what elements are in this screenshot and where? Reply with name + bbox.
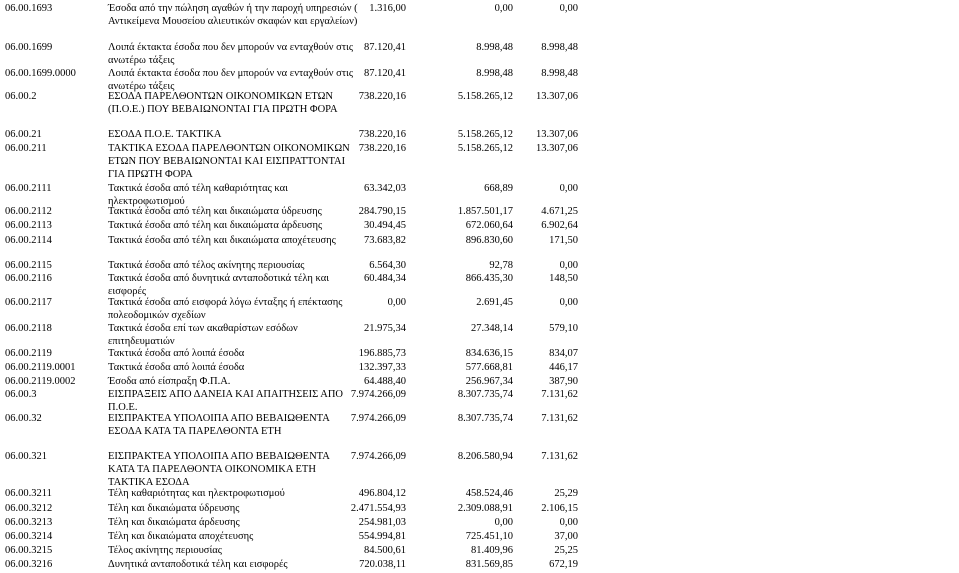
amount-col-2: 0,00 (494, 3, 513, 14)
amount-col-3: 25,29 (554, 488, 578, 499)
amount-col-3: 25,25 (554, 545, 578, 556)
account-description: ΕΣΟΔΑ Π.Ο.Ε. ΤΑΚΤΙΚΑ (108, 129, 222, 140)
amount-col-1: 60.484,34 (364, 273, 406, 284)
amount-col-1: 254.981,03 (358, 517, 406, 528)
amount-col-1: 738.220,16 (358, 129, 406, 140)
account-description: Τακτικά έσοδα από λοιπά έσοδα (108, 348, 245, 359)
amount-col-1: 87.120,41 (364, 68, 406, 79)
amount-col-2: 256.967,34 (465, 376, 513, 387)
amount-col-2: 866.435,30 (465, 273, 513, 284)
account-code: 06.00.3214 (5, 531, 53, 542)
amount-col-2: 458.524,46 (465, 488, 513, 499)
amount-col-1: 496.804,12 (358, 488, 406, 499)
amount-col-2: 8.307.735,74 (457, 413, 513, 424)
amount-col-2: 8.998,48 (476, 42, 513, 53)
account-description: ΤΑΚΤΙΚΑ ΕΣΟΔΑ ΠΑΡΕΛΘΟΝΤΩΝ ΟΙΚΟΝΟΜΙΚΩΝ ΕΤΩΝ ΠΟΥ ΒΕΒΑΙΩΝΟΝΤΑΙ ΚΑΙ ΕΙΣΠΡΑΤΤΟΝΤΑΙ ΓΙΑ ΠΡΩΤΗ ΦΟΡΑ (108, 143, 350, 180)
amount-col-1: 554.994,81 (358, 531, 406, 542)
amount-col-2: 92,78 (489, 260, 513, 271)
account-code: 06.00.2119 (5, 348, 52, 359)
account-code: 06.00.2119.0001 (5, 362, 76, 373)
amount-col-2: 668,89 (484, 183, 513, 194)
account-code: 06.00.2115 (5, 260, 52, 271)
account-description: Τέλη και δικαιώματα αποχέτευσης (108, 531, 254, 542)
amount-col-1: 720.038,11 (359, 559, 406, 570)
account-description: Λοιπά έκτακτα έσοδα που δεν μπορούν να ενταχθούν στις ανωτέρω τάξεις (108, 42, 354, 66)
amount-col-2: 831.569,85 (465, 559, 513, 570)
account-description: Τακτικά έσοδα από τέλος ακίνητης περιουσίας (108, 260, 305, 271)
account-description: Τακτικά έσοδα από τέλη και δικαιώματα αποχέτευσης (108, 235, 336, 246)
amount-col-3: 387,90 (549, 376, 578, 387)
account-description: Έσοδα από είσπραξη Φ.Π.Α. (108, 376, 231, 387)
account-description: Τακτικά έσοδα επί των ακαθαρίστων εσόδων επιτηδευματιών (108, 323, 298, 347)
amount-col-2: 2.309.088,91 (457, 503, 513, 514)
account-code: 06.00.3216 (5, 559, 53, 570)
amount-col-1: 7.974.266,09 (350, 413, 406, 424)
account-description: Τέλος ακίνητης περιουσίας (108, 545, 222, 556)
amount-col-1: 84.500,61 (364, 545, 406, 556)
amount-col-1: 30.494,45 (364, 220, 406, 231)
amount-col-2: 577.668,81 (465, 362, 513, 373)
account-code: 06.00.2114 (5, 235, 52, 246)
amount-col-3: 7.131,62 (541, 451, 578, 462)
amount-col-2: 8.307.735,74 (457, 389, 513, 400)
account-description: ΕΣΟΔΑ ΠΑΡΕΛΘΟΝΤΩΝ ΟΙΚΟΝΟΜΙΚΩΝ ΕΤΩΝ (Π.Ο.Ε.) ΠΟΥ ΒΕΒΑΙΩΝΟΝΤΑΙ ΓΙΑ ΠΡΩΤΗ ΦΟΡΑ (108, 91, 338, 115)
account-code: 06.00.32 (5, 413, 42, 424)
amount-col-1: 0,00 (387, 297, 406, 308)
amount-col-2: 5.158.265,12 (457, 129, 513, 140)
account-code: 06.00.21 (5, 129, 42, 140)
account-code: 06.00.2119.0002 (5, 376, 76, 387)
amount-col-1: 87.120,41 (364, 42, 406, 53)
amount-col-1: 196.885,73 (358, 348, 406, 359)
amount-col-2: 834.636,15 (465, 348, 513, 359)
account-description: Τέλη και δικαιώματα άρδευσης (108, 517, 240, 528)
amount-col-3: 0,00 (559, 183, 578, 194)
account-code: 06.00.2117 (5, 297, 52, 308)
amount-col-2: 81.409,96 (471, 545, 513, 556)
amount-col-2: 8.206.580,94 (457, 451, 513, 462)
amount-col-1: 64.488,40 (364, 376, 406, 387)
amount-col-3: 6.902,64 (541, 220, 578, 231)
amount-col-3: 8.998,48 (541, 42, 578, 53)
amount-col-3: 446,17 (549, 362, 578, 373)
account-description: Τακτικά έσοδα από δυνητικά ανταποδοτικά τέλη και εισφορές (108, 273, 330, 297)
amount-col-1: 7.974.266,09 (350, 451, 406, 462)
account-description: Τακτικά έσοδα από τέλη καθαριότητας και ηλεκτροφωτισμού (108, 183, 288, 207)
account-description: Τακτικά έσοδα από λοιπά έσοδα (108, 362, 245, 373)
account-description: Έσοδα από την πώληση αγαθών ή την παροχή υπηρεσιών ( Αντικείμενα Μουσείου αλιευτικών σκαφών και εργαλείων) (108, 3, 358, 27)
amount-col-3: 2.106,15 (541, 503, 578, 514)
amount-col-3: 8.998,48 (541, 68, 578, 79)
amount-col-2: 1.857.501,17 (457, 206, 513, 217)
amount-col-1: 63.342,03 (364, 183, 406, 194)
amount-col-2: 5.158.265,12 (457, 91, 513, 102)
amount-col-2: 8.998,48 (476, 68, 513, 79)
account-code: 06.00.321 (5, 451, 47, 462)
account-description: Δυνητικά ανταποδοτικά τέλη και εισφορές (108, 559, 288, 570)
amount-col-3: 13.307,06 (536, 91, 578, 102)
account-description: Τακτικά έσοδα από τέλη και δικαιώματα άρδευσης (108, 220, 323, 231)
account-code: 06.00.2118 (5, 323, 52, 334)
amount-col-1: 738.220,16 (358, 91, 406, 102)
account-code: 06.00.2 (5, 91, 37, 102)
amount-col-3: 0,00 (559, 260, 578, 271)
account-code: 06.00.3 (5, 389, 37, 400)
amount-col-3: 148,50 (549, 273, 578, 284)
amount-col-2: 725.451,10 (465, 531, 513, 542)
amount-col-3: 7.131,62 (541, 389, 578, 400)
account-code: 06.00.211 (5, 143, 47, 154)
account-code: 06.00.1699 (5, 42, 53, 53)
account-code: 06.00.2111 (5, 183, 52, 194)
amount-col-2: 0,00 (494, 517, 513, 528)
account-code: 06.00.1693 (5, 3, 53, 14)
account-description: Τακτικά έσοδα από εισφορά λόγω ένταξης ή επέκτασης πολεοδομικών σχεδίων (108, 297, 343, 321)
account-description: Τακτικά έσοδα από τέλη και δικαιώματα ύδρευσης (108, 206, 322, 217)
account-code: 06.00.3213 (5, 517, 53, 528)
amount-col-3: 672,19 (549, 559, 578, 570)
amount-col-3: 4.671,25 (541, 206, 578, 217)
account-code: 06.00.2113 (5, 220, 52, 231)
account-description: Τέλη και δικαιώματα ύδρευσης (108, 503, 240, 514)
amount-col-3: 834,07 (549, 348, 578, 359)
amount-col-1: 6.564,30 (369, 260, 406, 271)
account-description: Λοιπά έκτακτα έσοδα που δεν μπορούν να ενταχθούν στις ανωτέρω τάξεις (108, 68, 354, 92)
amount-col-1: 73.683,82 (364, 235, 406, 246)
amount-col-3: 0,00 (559, 297, 578, 308)
account-description: ΕΙΣΠΡΑΚΤΕΑ ΥΠΟΛΟΙΠΑ ΑΠΟ ΒΕΒΑΙΩΘΕΝΤΑ ΚΑΤΑ ΤΑ ΠΑΡΕΛΘΟΝΤΑ ΟΙΚΟΝΟΜΙΚΑ ΕΤΗ ΤΑΚΤΙΚΑ ΕΣΟΔΑ (108, 451, 330, 488)
account-description: Τέλη καθαριότητας και ηλεκτροφωτισμού (108, 488, 285, 499)
amount-col-3: 13.307,06 (536, 129, 578, 140)
amount-col-3: 0,00 (559, 3, 578, 14)
amount-col-3: 7.131,62 (541, 413, 578, 424)
amount-col-3: 171,50 (549, 235, 578, 246)
amount-col-3: 37,00 (554, 531, 578, 542)
account-description: ΕΙΣΠΡΑΞΕΙΣ ΑΠΟ ΔΑΝΕΙΑ ΚΑΙ ΑΠΑΙΤΗΣΕΙΣ ΑΠΟ Π.Ο.Ε. (108, 389, 344, 413)
amount-col-1: 132.397,33 (358, 362, 406, 373)
amount-col-2: 896.830,60 (465, 235, 513, 246)
amount-col-1: 2.471.554,93 (350, 503, 406, 514)
amount-col-3: 13.307,06 (536, 143, 578, 154)
account-description: ΕΙΣΠΡΑΚΤΕΑ ΥΠΟΛΟΙΠΑ ΑΠΟ ΒΕΒΑΙΩΘΕΝΤΑ ΕΣΟΔΑ ΚΑΤΑ ΤΑ ΠΑΡΕΛΘΟΝΤΑ ΕΤΗ (108, 413, 330, 437)
amount-col-2: 672.060,64 (465, 220, 513, 231)
amount-col-2: 5.158.265,12 (457, 143, 513, 154)
amount-col-3: 0,00 (559, 517, 578, 528)
account-code: 06.00.3215 (5, 545, 53, 556)
account-code: 06.00.2116 (5, 273, 52, 284)
amount-col-1: 1.316,00 (369, 3, 406, 14)
amount-col-1: 21.975,34 (364, 323, 406, 334)
account-code: 06.00.3212 (5, 503, 53, 514)
amount-col-1: 738.220,16 (358, 143, 406, 154)
account-code: 06.00.1699.0000 (5, 68, 76, 79)
account-code: 06.00.2112 (5, 206, 52, 217)
amount-col-2: 27.348,14 (471, 323, 513, 334)
amount-col-1: 284.790,15 (358, 206, 406, 217)
amount-col-3: 579,10 (549, 323, 578, 334)
account-code: 06.00.3211 (5, 488, 52, 499)
amount-col-1: 7.974.266,09 (350, 389, 406, 400)
amount-col-2: 2.691,45 (476, 297, 513, 308)
